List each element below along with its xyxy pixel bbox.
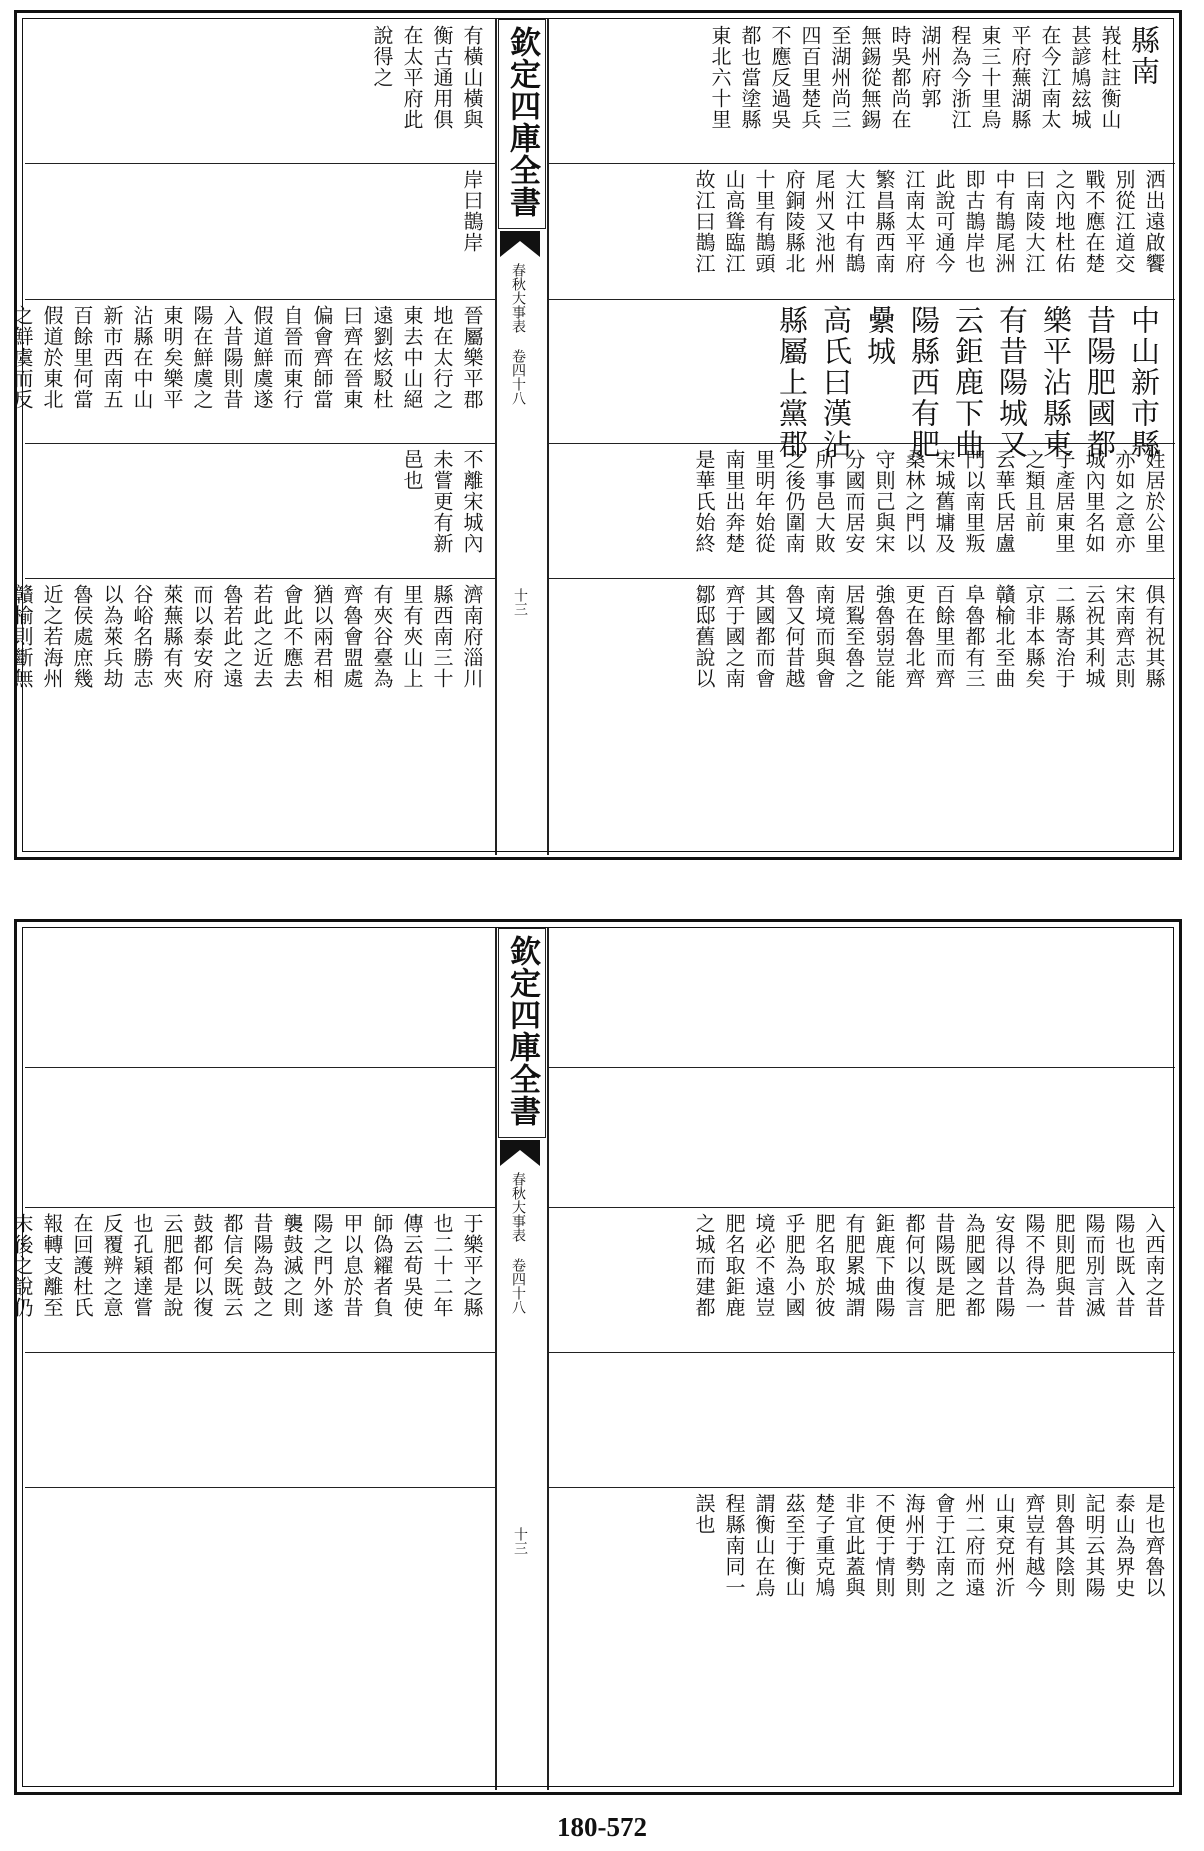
text-column: 山東兗州沂 bbox=[992, 1493, 1016, 1598]
text-column: 肥名取鉅鹿 bbox=[722, 1213, 746, 1318]
text-column: 末後之說仍 bbox=[10, 1213, 34, 1318]
text-column: 府銅陵縣北 bbox=[782, 169, 806, 274]
text-column: 鉅鹿下曲陽 bbox=[872, 1213, 896, 1318]
text-column: 阜魯都有三 bbox=[962, 584, 986, 689]
text-column: 其國都而會 bbox=[752, 584, 776, 689]
text-column: 洒出遠啟饗 bbox=[1142, 169, 1166, 274]
text-column: 尾州又池州 bbox=[812, 169, 836, 274]
band-divider bbox=[25, 299, 495, 300]
text-column: 茲至于衡山 bbox=[782, 1493, 806, 1598]
text-column: 更在魯北齊 bbox=[902, 584, 926, 689]
text-column: 居鴷至魯之 bbox=[842, 584, 866, 689]
text-column: 云祝其利城 bbox=[1082, 584, 1106, 689]
text-column: 遠劉炫駁杜 bbox=[370, 305, 394, 410]
band-divider bbox=[25, 163, 495, 164]
band-divider bbox=[25, 1352, 495, 1353]
text-column: 云肥都是說 bbox=[160, 1213, 184, 1318]
running-head: 春秋大事表 卷四十八 bbox=[510, 1172, 526, 1314]
text-column: 曰南陵大江 bbox=[1022, 169, 1046, 274]
text-column: 海州于勢則 bbox=[902, 1493, 926, 1598]
text-column: 泰山為界史 bbox=[1112, 1493, 1136, 1598]
fishtail-mark bbox=[500, 231, 540, 257]
text-column: 曰齊在晉東 bbox=[340, 305, 364, 410]
text-column: 濟南府淄川 bbox=[460, 584, 484, 689]
text-column: 之類且前 bbox=[1022, 449, 1046, 533]
text-column: 大江中有鵲 bbox=[842, 169, 866, 274]
text-column: 強魯弱豈能 bbox=[872, 584, 896, 689]
spine-line bbox=[547, 928, 549, 1790]
text-column: 守則己與宋 bbox=[872, 449, 896, 554]
band-divider bbox=[547, 1487, 1175, 1488]
text-column: 境必不遠豈 bbox=[752, 1213, 776, 1318]
text-column: 是華氏始終 bbox=[692, 449, 716, 554]
text-column: 至湖州尚三 bbox=[828, 25, 852, 130]
text-column: 是也齊魯以 bbox=[1142, 1493, 1166, 1598]
text-column: 楚子重克鳩 bbox=[812, 1493, 836, 1598]
text-column: 此說可通今 bbox=[932, 169, 956, 274]
band-divider bbox=[25, 1067, 495, 1068]
text-column: 山高聳臨江 bbox=[722, 169, 746, 274]
text-column: 宋南齊志則 bbox=[1112, 584, 1136, 689]
text-column: 衡古通用俱 bbox=[430, 25, 454, 130]
text-column: 師偽糴者負 bbox=[370, 1213, 394, 1318]
text-column: 繁昌縣西南 bbox=[872, 169, 896, 274]
text-column: 鄒邸舊說以 bbox=[692, 584, 716, 689]
text-column: 宋城舊墉及 bbox=[932, 449, 956, 554]
text-column: 于樂平之縣 bbox=[460, 1213, 484, 1318]
text-column: 贛榆則斷無 bbox=[10, 584, 34, 689]
text-column: 傳云荀吳使 bbox=[400, 1213, 424, 1318]
text-column: 陽不得為一 bbox=[1022, 1213, 1046, 1318]
text-column: 樂平沾縣東 bbox=[1039, 305, 1073, 460]
text-column: 縣屬上黨郡 bbox=[775, 305, 809, 460]
text-column: 齊豈有越今 bbox=[1022, 1493, 1046, 1598]
text-column: 偏會齊師當 bbox=[310, 305, 334, 410]
spine-line bbox=[495, 19, 497, 855]
text-column: 百餘里而齊 bbox=[932, 584, 956, 689]
text-column: 二縣寄治于 bbox=[1052, 584, 1076, 689]
text-column: 安得以昔陽 bbox=[992, 1213, 1016, 1318]
text-column: 會于江南之 bbox=[932, 1493, 956, 1598]
text-column: 有橫山橫與 bbox=[460, 25, 484, 130]
text-column: 百餘里何當 bbox=[70, 305, 94, 410]
text-column: 有夾谷臺為 bbox=[370, 584, 394, 689]
text-column: 南境而與會 bbox=[812, 584, 836, 689]
text-column: 不應反過吳 bbox=[768, 25, 792, 130]
text-column: 之內地杜佑 bbox=[1052, 169, 1076, 274]
text-column: 東明矣樂平 bbox=[160, 305, 184, 410]
text-column: 桑林之門以 bbox=[902, 449, 926, 554]
band-divider bbox=[547, 1067, 1175, 1068]
text-column: 謂衡山在烏 bbox=[752, 1493, 776, 1598]
text-column: 贛榆北至曲 bbox=[992, 584, 1016, 689]
text-column: 俱有祝其縣 bbox=[1142, 584, 1166, 689]
text-column: 魯又何昔越 bbox=[782, 584, 806, 689]
text-column: 之後仍圍南 bbox=[782, 449, 806, 554]
text-column: 甚諺鳩玆城 bbox=[1068, 25, 1092, 130]
text-column: 東三十里烏 bbox=[978, 25, 1002, 130]
text-column: 猶以兩君相 bbox=[310, 584, 334, 689]
text-column: 自晉而東行 bbox=[280, 305, 304, 410]
page-top bbox=[10, 10, 1182, 860]
text-column: 在太平府此 bbox=[400, 25, 424, 130]
text-column: 地在太行之 bbox=[430, 305, 454, 410]
book-title: 欽定四庫全書 bbox=[498, 19, 546, 229]
spine-line bbox=[547, 19, 549, 855]
text-column: 云鉅鹿下曲 bbox=[951, 305, 985, 460]
text-column: 門以南里叛 bbox=[962, 449, 986, 554]
text-column: 即古鵲岸也 bbox=[962, 169, 986, 274]
text-column: 記明云其陽 bbox=[1082, 1493, 1106, 1598]
band-divider bbox=[547, 1207, 1175, 1208]
text-column: 而以泰安府 bbox=[190, 584, 214, 689]
text-column: 魯侯處庶幾 bbox=[70, 584, 94, 689]
band-divider bbox=[547, 1352, 1175, 1353]
text-column: 為肥國之都 bbox=[962, 1213, 986, 1318]
text-column: 江南太平府 bbox=[902, 169, 926, 274]
text-column: 州二府而遠 bbox=[962, 1493, 986, 1598]
text-column: 陽也既入昔 bbox=[1112, 1213, 1136, 1318]
text-column: 都也當塗縣 bbox=[738, 25, 762, 130]
page-number: 180-572 bbox=[557, 1812, 647, 1842]
band-divider bbox=[25, 1487, 495, 1488]
text-column: 非宜此蓋與 bbox=[842, 1493, 866, 1598]
text-column: 岸曰鵲岸 bbox=[460, 169, 484, 253]
text-column: 十里有鵲頭 bbox=[752, 169, 776, 274]
text-column: 縣南 bbox=[1127, 25, 1161, 87]
text-column: 魯若此之遠 bbox=[220, 584, 244, 689]
band-divider bbox=[25, 578, 495, 579]
spine-line bbox=[495, 928, 497, 1790]
band-divider bbox=[25, 1207, 495, 1208]
text-column: 湖州府郭 bbox=[918, 25, 942, 109]
text-column: 姓居於公里 bbox=[1142, 449, 1166, 554]
text-column: 亦如之意亦 bbox=[1112, 449, 1136, 554]
text-column: 陽在鮮虞之 bbox=[190, 305, 214, 410]
text-column: 假道鮮虞遂 bbox=[250, 305, 274, 410]
text-column: 陽縣西有肥 bbox=[907, 305, 941, 460]
text-column: 中山新市縣 bbox=[1127, 305, 1161, 460]
text-column: 新市西南五 bbox=[100, 305, 124, 410]
text-column: 以為萊兵劫 bbox=[100, 584, 124, 689]
text-column: 鼓都何以復 bbox=[190, 1213, 214, 1318]
text-column: 齊魯會盟處 bbox=[340, 584, 364, 689]
text-column: 都何以復言 bbox=[902, 1213, 926, 1318]
leaf-number: 十三 bbox=[512, 588, 528, 616]
text-column: 有肥累城謂 bbox=[842, 1213, 866, 1318]
text-column: 也二十二年 bbox=[430, 1213, 454, 1318]
text-column: 入昔陽則昔 bbox=[220, 305, 244, 410]
text-column: 四百里楚兵 bbox=[798, 25, 822, 130]
text-column: 都信矣既云 bbox=[220, 1213, 244, 1318]
text-column: 程為今浙江 bbox=[948, 25, 972, 130]
text-column: 纍城 bbox=[863, 305, 897, 367]
text-column: 故江曰鵲江 bbox=[692, 169, 716, 274]
text-column: 在回護杜氏 bbox=[70, 1213, 94, 1318]
text-column: 時吳都尚在 bbox=[888, 25, 912, 130]
text-column: 會此不應去 bbox=[280, 584, 304, 689]
text-column: 誤也 bbox=[692, 1493, 716, 1535]
text-column: 城內里名如 bbox=[1082, 449, 1106, 554]
text-column: 東北六十里 bbox=[708, 25, 732, 130]
text-column: 昔陽為鼓之 bbox=[250, 1213, 274, 1318]
text-column: 程縣南同一 bbox=[722, 1493, 746, 1598]
text-column: 說得之 bbox=[370, 25, 394, 88]
text-column: 齊于國之南 bbox=[722, 584, 746, 689]
text-column: 云華氏居盧 bbox=[992, 449, 1016, 554]
text-column: 也孔穎達嘗 bbox=[130, 1213, 154, 1318]
running-head: 春秋大事表 卷四十八 bbox=[510, 263, 526, 405]
text-column: 甲以息於昔 bbox=[340, 1213, 364, 1318]
text-column: 中有鵲尾洲 bbox=[992, 169, 1016, 274]
fishtail-mark bbox=[500, 1140, 540, 1166]
text-column: 陽而別言滅 bbox=[1082, 1213, 1106, 1318]
text-column: 平府蕪湖縣 bbox=[1008, 25, 1032, 130]
text-column: 未嘗更有新 bbox=[430, 449, 454, 554]
text-column: 肥則肥與昔 bbox=[1052, 1213, 1076, 1318]
text-column: 之城而建都 bbox=[692, 1213, 716, 1318]
text-column: 沾縣在中山 bbox=[130, 305, 154, 410]
text-column: 乎肥為小國 bbox=[782, 1213, 806, 1318]
band-divider bbox=[547, 443, 1175, 444]
text-column: 昔陽既是肥 bbox=[932, 1213, 956, 1318]
book-title: 欽定四庫全書 bbox=[498, 928, 546, 1138]
text-column: 若此之近去 bbox=[250, 584, 274, 689]
text-column: 里明年始從 bbox=[752, 449, 776, 554]
text-column: 縣西南三十 bbox=[430, 584, 454, 689]
text-column: 戰不應在楚 bbox=[1082, 169, 1106, 274]
text-column: 肥名取於彼 bbox=[812, 1213, 836, 1318]
band-divider bbox=[547, 163, 1175, 164]
text-column: 子產居東里 bbox=[1052, 449, 1076, 554]
text-column: 峩杜註衡山 bbox=[1098, 25, 1122, 130]
text-column: 陽之門外遂 bbox=[310, 1213, 334, 1318]
text-column: 別從江道交 bbox=[1112, 169, 1136, 274]
text-column: 無錫從無錫 bbox=[858, 25, 882, 130]
text-column: 有昔陽城又 bbox=[995, 305, 1029, 460]
text-column: 入西南之昔 bbox=[1142, 1213, 1166, 1318]
text-column: 高氏曰漢沾 bbox=[819, 305, 853, 460]
text-column: 報轉支離至 bbox=[40, 1213, 64, 1318]
text-column: 假道於東北 bbox=[40, 305, 64, 410]
text-column: 邑也 bbox=[400, 449, 424, 491]
text-column: 襲鼓滅之則 bbox=[280, 1213, 304, 1318]
text-column: 近之若海州 bbox=[40, 584, 64, 689]
text-column: 不離宋城內 bbox=[460, 449, 484, 554]
text-column: 萊蕪縣有夾 bbox=[160, 584, 184, 689]
text-column: 東去中山絕 bbox=[400, 305, 424, 410]
text-column: 不便于情則 bbox=[872, 1493, 896, 1598]
leaf-number: 十三 bbox=[512, 1527, 528, 1555]
page-bottom bbox=[10, 919, 1182, 1795]
text-column: 南里出奔楚 bbox=[722, 449, 746, 554]
text-column: 分國而居安 bbox=[842, 449, 866, 554]
text-column: 谷峪名勝志 bbox=[130, 584, 154, 689]
text-column: 所事邑大敗 bbox=[812, 449, 836, 554]
band-divider bbox=[547, 299, 1175, 300]
text-column: 之鮮虞而反 bbox=[10, 305, 34, 410]
text-column: 在今江南太 bbox=[1038, 25, 1062, 130]
text-column: 則魯其陰則 bbox=[1052, 1493, 1076, 1598]
text-column: 里有夾山上 bbox=[400, 584, 424, 689]
text-column: 反覆辨之意 bbox=[100, 1213, 124, 1318]
text-column: 京非本縣矣 bbox=[1022, 584, 1046, 689]
band-divider bbox=[25, 443, 495, 444]
text-column: 晉屬樂平郡 bbox=[460, 305, 484, 410]
text-column: 昔陽肥國都 bbox=[1083, 305, 1117, 460]
band-divider bbox=[547, 578, 1175, 579]
